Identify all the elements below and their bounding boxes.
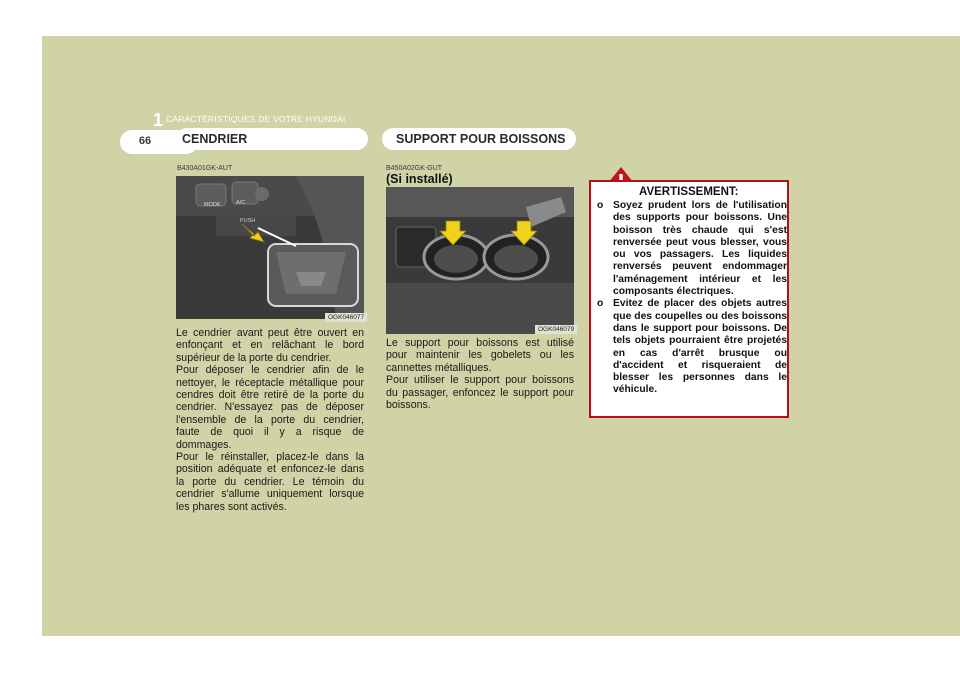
photo-caption-cendrier: OGK046077 [325,313,367,322]
photo-label-mode: MODE [204,202,221,208]
support-body [386,337,574,411]
cup-holder-photo [386,187,574,334]
bullet-icon: o [597,200,604,211]
support-subtitle: (Si installé) [386,172,453,186]
ashtray-illustration [176,176,364,319]
cendrier-paragraph: Pour le réinstaller, placez-le dans la position adéquate et enfoncez-le dans la porte du cendrier. Le témoin du cendrier s'allume uniquement lorsque les phares sont activés. [176,451,364,513]
warning-item [597,200,787,298]
warning-box [589,180,789,418]
ashtray-photo [176,176,364,319]
photo-label-ac: A/C [236,200,246,206]
reference-code-cendrier: B430A01GK-AUT [177,165,233,172]
section-heading-cendrier: CENDRIER [176,128,368,150]
photo-caption-support: OGK046079 [535,325,577,334]
reference-code-support: B450A02GK-GUT [386,165,443,172]
warning-item [597,298,787,396]
cendrier-paragraph: Pour déposer le cendrier afin de le nettoyer, le réceptacle métallique pour cendres doit être retiré de la porte du cendrier. N'essayez pas de déposer l'ensemble de la porte du cendrier, faute de quoi il y a risque de dommages. [176,364,364,451]
warning-item-text: Soyez prudent lors de l'utilisation des supports pour boissons. Une boisson très chaude qui s'est renversée peut vous blesser, vous ou vos passagers. Les liquides renversés peuvent endommager l'aménagement intérieur et les composants électriques. [613,200,787,298]
support-paragraph: Le support pour boissons est utilisé pour maintenir les gobelets ou les cannettes métalliques. [386,337,574,374]
cup-holder-illustration [386,187,574,334]
cendrier-paragraph: Le cendrier avant peut être ouvert en enfonçant et en relâchant le bord supérieur de la porte du cendrier. [176,327,364,364]
section-heading-support: SUPPORT POUR BOISSONS [382,128,576,150]
cendrier-body [176,327,364,513]
warning-title: AVERTISSEMENT: [639,186,739,198]
bullet-icon: o [597,298,604,310]
warning-item-text: Evitez de placer des objets autres que des coupelles ou des boissons dans le support pour boissons. De tels objets pourraient être projetés en cas d'arrêt brusque ou d'accident et risqueraient de blesser les personnes dans le véhicule. [613,298,787,396]
photo-label-push: PUSH [240,218,256,224]
warning-list [597,200,787,397]
chapter-number: 1 [153,110,164,130]
support-paragraph: Pour utiliser le support pour boissons du passager, enfoncez le support pour boissons. [386,374,574,412]
chapter-title: CARACTÉRISTIQUES DE VOTRE HYUNDAI [166,114,346,124]
page-number: 66 [138,135,152,147]
